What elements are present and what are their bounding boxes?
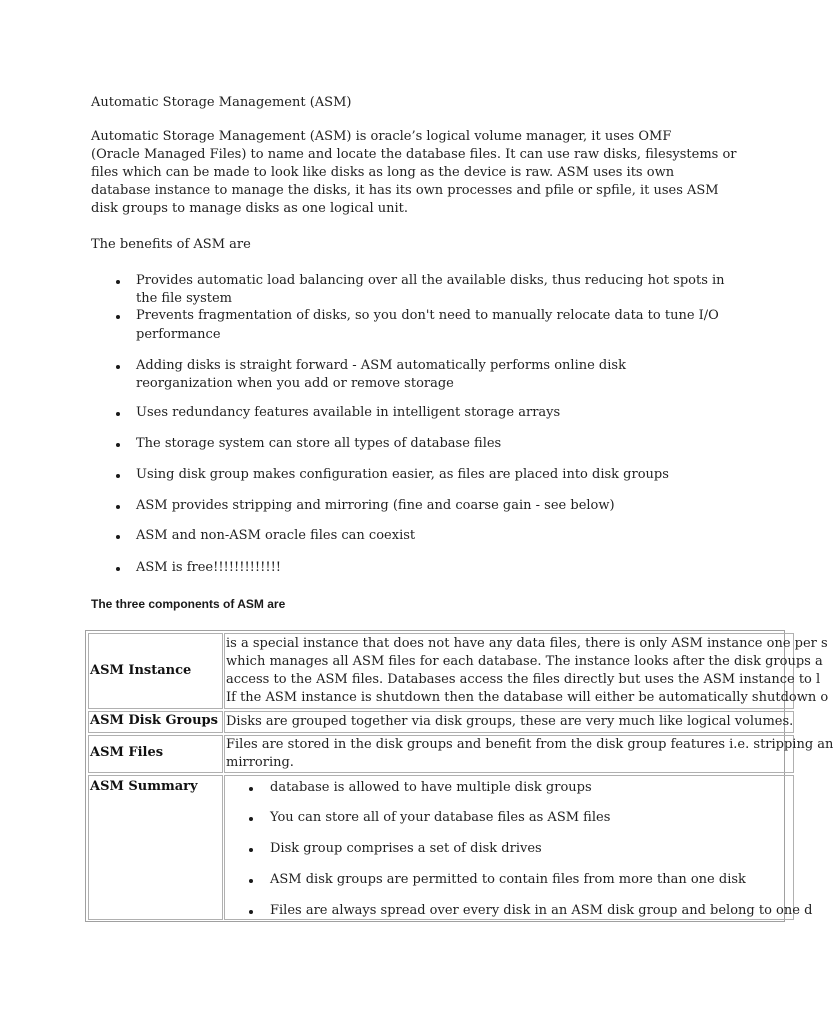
list-item: Adding disks is straight forward - ASM automatically performs online disk bbox=[136, 358, 626, 373]
cell-line: mirroring. bbox=[226, 755, 294, 770]
bullet-icon bbox=[249, 787, 253, 791]
table-row-desc-cell bbox=[224, 633, 829, 709]
table-row-label-cell bbox=[88, 775, 223, 920]
list-item: ASM provides stripping and mirroring (fine and coarse gain - see below) bbox=[136, 498, 615, 513]
list-item: Using disk group makes configuration easier, as files are placed into disk groups bbox=[136, 467, 669, 482]
list-item: Uses redundancy features available in intelligent storage arrays bbox=[136, 405, 561, 420]
cell-line: If the ASM instance is shutdown then the database will either be automatically shutdown o bbox=[226, 690, 829, 705]
bullet-icon bbox=[249, 848, 253, 852]
list-item: Prevents fragmentation of disks, so you don't need to manually relocate data to tune I/O bbox=[136, 308, 719, 323]
list-item: Provides automatic load balancing over all the available disks, thus reducing hot spots in bbox=[136, 273, 725, 288]
table-row-desc-cell bbox=[224, 735, 833, 773]
intro-line: Automatic Storage Management (ASM) is oracle’s logical volume manager, it uses OMF bbox=[91, 129, 672, 144]
components-table bbox=[85, 630, 833, 922]
intro-line: files which can be made to look like disks as long as the device is raw. ASM uses its own bbox=[91, 165, 675, 180]
bullet-icon bbox=[249, 817, 253, 821]
components-heading: The three components of ASM are bbox=[91, 597, 286, 611]
list-item: ASM is free!!!!!!!!!!!!! bbox=[136, 560, 282, 575]
list-item-continued: reorganization when you add or remove storage bbox=[136, 376, 454, 391]
summary-item: ASM disk groups are permitted to contain files from more than one disk bbox=[270, 872, 746, 887]
table-row-desc-cell bbox=[224, 775, 813, 920]
row-label: ASM Files bbox=[90, 745, 164, 760]
bullet-icon bbox=[116, 567, 120, 571]
bullet-icon bbox=[116, 474, 120, 478]
row-label: ASM Instance bbox=[90, 663, 192, 678]
bullet-icon bbox=[116, 505, 120, 509]
summary-item: Disk group comprises a set of disk drives bbox=[270, 841, 542, 856]
row-label: ASM Disk Groups bbox=[90, 713, 218, 728]
intro-line: disk groups to manage disks as one logical unit. bbox=[91, 201, 409, 216]
cell-line: Files are stored in the disk groups and benefit from the disk group features i.e. stripping an bbox=[226, 737, 833, 752]
intro-line: (Oracle Managed Files) to name and locate the database files. It can use raw disks, filesystems or bbox=[91, 147, 737, 162]
list-item: ASM and non-ASM oracle files can coexist bbox=[136, 528, 416, 543]
summary-item: You can store all of your database files as ASM files bbox=[270, 810, 611, 825]
bullet-icon bbox=[116, 315, 120, 319]
table-row-desc-cell bbox=[224, 711, 794, 733]
list-item-continued: performance bbox=[136, 327, 221, 342]
page-title: Automatic Storage Management (ASM) bbox=[91, 95, 352, 110]
table-row-label-cell bbox=[88, 711, 223, 733]
bullet-icon bbox=[249, 910, 253, 914]
cell-line: is a special instance that does not have any data files, there is only ASM instance one per s bbox=[226, 636, 828, 651]
cell-line: which manages all ASM files for each database. The instance looks after the disk groups a bbox=[226, 654, 823, 669]
benefits-heading: The benefits of ASM are bbox=[91, 237, 251, 252]
summary-item: Files are always spread over every disk in an ASM disk group and belong to one d bbox=[270, 903, 813, 918]
table-row-label-cell bbox=[88, 633, 223, 709]
summary-item: database is allowed to have multiple disk groups bbox=[270, 780, 592, 795]
table-row-label-cell bbox=[88, 735, 223, 773]
list-item-continued: the file system bbox=[136, 291, 233, 306]
bullet-icon bbox=[116, 365, 120, 369]
list-item: The storage system can store all types of database files bbox=[136, 436, 502, 451]
bullet-icon bbox=[249, 879, 253, 883]
bullet-icon bbox=[116, 412, 120, 416]
bullet-icon bbox=[116, 535, 120, 539]
cell-line: Disks are grouped together via disk groups, these are very much like logical volumes. bbox=[226, 714, 794, 729]
bullet-icon bbox=[116, 280, 120, 284]
cell-line: access to the ASM files. Databases access the files directly but uses the ASM instance to l bbox=[226, 672, 821, 687]
row-label: ASM Summary bbox=[90, 779, 198, 794]
intro-line: database instance to manage the disks, it has its own processes and pfile or spfile, it uses ASM bbox=[91, 183, 719, 198]
bullet-icon bbox=[116, 443, 120, 447]
